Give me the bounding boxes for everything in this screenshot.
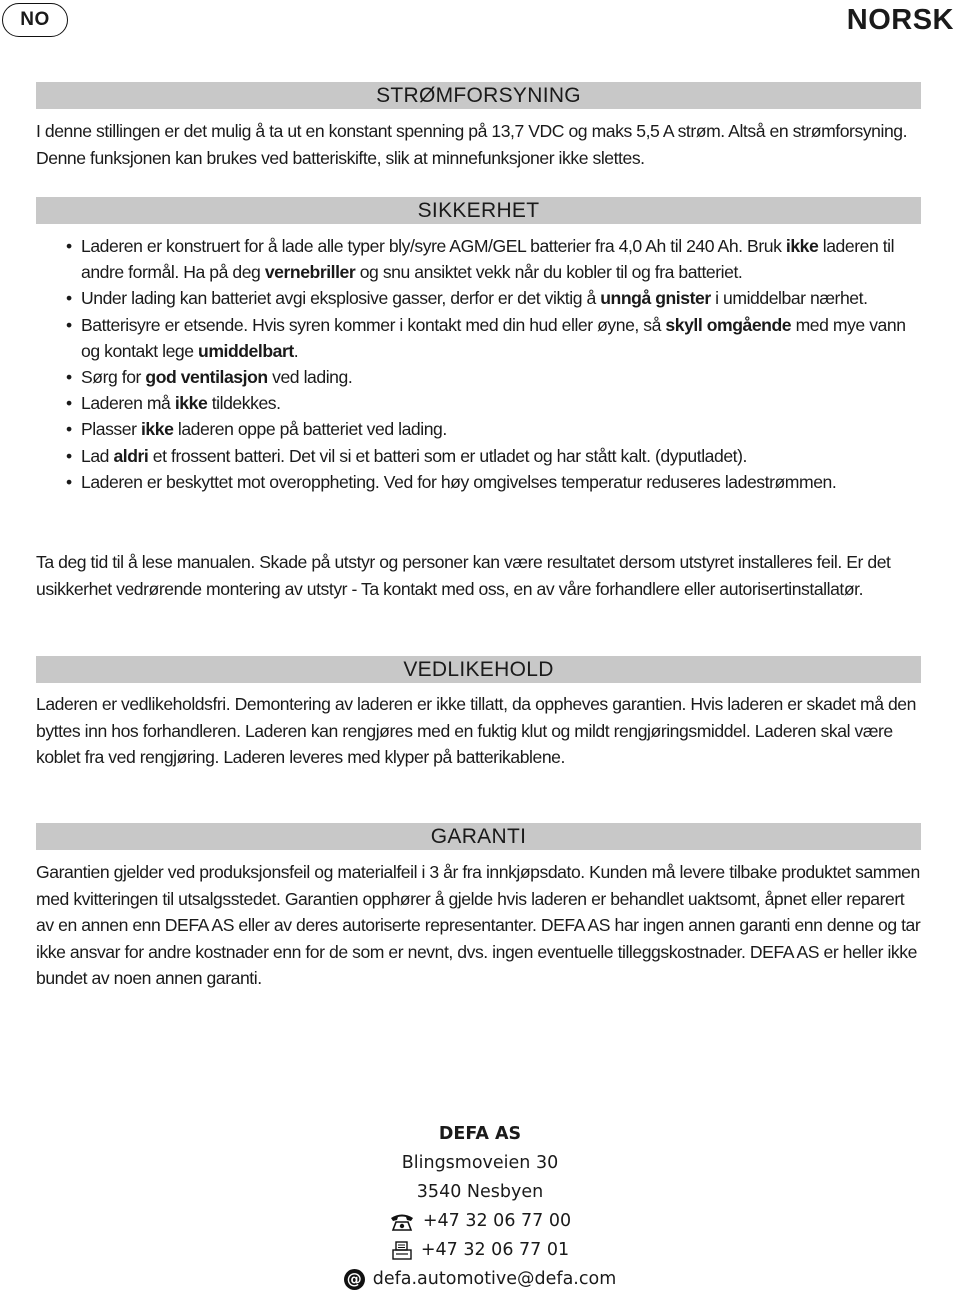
phone-number[interactable]: +47 32 06 77 00	[422, 1211, 572, 1231]
list-item: • Laderen er konstruert for å lade alle typer bly/syre AGM/GEL batterier fra 4,0 Ah til 240 Ah. Bruk ikke laderen til andre formål. Ha på deg vernebriller og snu ansiktet vekk når du kobler til og fra batteriet.	[66, 233, 926, 285]
language-code-badge: NO	[2, 3, 68, 37]
email-row	[0, 1265, 960, 1294]
section-title: VEDLIKEHOLD	[403, 657, 554, 681]
phone-row	[0, 1207, 960, 1236]
email-address[interactable]: defa.automotive@defa.com	[372, 1269, 617, 1289]
company-address	[0, 1120, 960, 1294]
postal-address: 3540 Nesbyen	[416, 1182, 544, 1202]
section-title: GARANTI	[430, 824, 527, 848]
section-header-power-supply	[36, 82, 921, 109]
language-title: NORSK	[846, 4, 954, 36]
section-header-safety	[36, 197, 921, 224]
list-item: • Laderen må ikke tildekkes.	[66, 390, 926, 416]
safety-list	[66, 233, 926, 495]
list-item: • Under lading kan batteriet avgi eksplosive gasser, derfor er det viktig å unngå gnister i umiddelbar nærhet.	[66, 285, 926, 311]
manual-note: Ta deg tid til å lese manualen. Skade på utstyr og personer kan være resultatet dersom utstyret installeres feil. Er det usikkerhet vedrørende montering av utstyr - Ta kontakt med oss, en av våre forhandlere eller autorisertinstallatør.	[36, 552, 891, 599]
section-header-warranty	[36, 823, 921, 850]
section-title: SIKKERHET	[417, 198, 540, 222]
list-item: • Batterisyre er etsende. Hvis syren kommer i kontakt med din hud eller øyne, så skyll omgående med mye vann og kontakt lege umiddelbart.	[66, 312, 926, 364]
section-header-maintenance	[36, 656, 921, 683]
list-item: • Sørg for god ventilasjon ved lading.	[66, 364, 926, 390]
maintenance-text: Laderen er vedlikeholdsfri. Demontering av laderen er ikke tillatt, da oppheves garantien. Hvis laderen er skadet må den byttes inn hos forhandleren. Laderen kan rengjøres med en fuktig klut og mildt rengjøringsmiddel. Laderen skal være koblet fra ved rengjøring. Laderen leveres med klyper på batterikablene.	[36, 694, 916, 767]
list-item: • Laderen er beskyttet mot overoppheting. Ved for høy omgivelses temperatur reduseres ladestrømmen.	[66, 469, 926, 495]
power-supply-text: I denne stillingen er det mulig å ta ut en konstant spenning på 13,7 VDC og maks 5,5 A strøm. Altså en strømforsyning. Denne funksjonen kan brukes ved batteriskifte, slik at minnefunksjoner ikke slettes.	[36, 121, 908, 168]
street-address: Blingsmoveien 30	[401, 1153, 559, 1173]
telephone-icon	[389, 1212, 415, 1232]
fax-icon	[391, 1241, 413, 1261]
fax-number: +47 32 06 77 01	[420, 1240, 570, 1260]
company-name: DEFA AS	[438, 1124, 522, 1144]
at-sign-icon: @	[344, 1269, 365, 1290]
list-item: • Lad aldri et frossent batteri. Det vil si et batteri som er utladet og har stått kalt. (dyputladet).	[66, 443, 926, 469]
fax-row	[0, 1236, 960, 1265]
warranty-text: Garantien gjelder ved produksjonsfeil og materialfeil i 3 år fra innkjøpsdato. Kunden må levere tilbake produktet sammen med kvitteringen til utsalgsstedet. Garantien opphører å gjelde hvis laderen er behandlet uaktsomt, åpnet eller reparert av en annen enn DEFA AS eller av deres autoriserte representanter. DEFA AS har ingen annen garanti enn denne og tar ikke ansvar for andre kostnader enn for de som er nevnt, dvs. ingen eventuelle tilleggskostnader. DEFA AS er heller ikke bundet av noen annen garanti.	[36, 862, 921, 988]
list-item: • Plasser ikke laderen oppe på batteriet ved lading.	[66, 416, 926, 442]
section-title: STRØMFORSYNING	[376, 83, 581, 107]
